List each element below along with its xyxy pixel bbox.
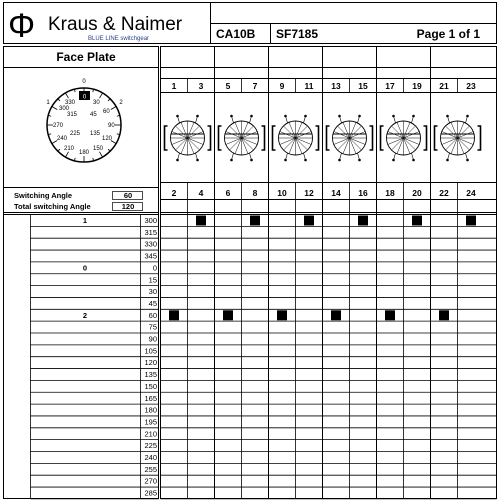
position-angle: 30 bbox=[148, 287, 157, 297]
contact-closed-mark bbox=[196, 216, 206, 226]
dial-angle-label: 270 bbox=[53, 123, 64, 129]
cam-contact-icon bbox=[381, 115, 427, 162]
dial-angle-label: 180 bbox=[79, 150, 90, 156]
cam-contact-icon bbox=[435, 115, 481, 162]
contact-number-bottom: 12 bbox=[304, 188, 314, 198]
dial-angle-label: 90 bbox=[108, 123, 115, 129]
contact-number-top: 13 bbox=[331, 81, 341, 91]
position-angle: 255 bbox=[144, 464, 157, 474]
model-number: CA10B bbox=[216, 27, 256, 41]
switching-angle-value: 60 bbox=[123, 191, 133, 200]
logo-phi-icon: Φ bbox=[8, 7, 36, 45]
page-indicator: Page 1 of 1 bbox=[416, 27, 480, 41]
position-angle: 195 bbox=[144, 417, 157, 427]
dial-tick bbox=[100, 152, 103, 157]
dial-outer-label: 0 bbox=[82, 79, 86, 85]
position-angle: 120 bbox=[144, 358, 157, 368]
contact-closed-mark bbox=[304, 216, 314, 226]
position-label: 1 bbox=[82, 216, 88, 225]
contact-closed-mark bbox=[439, 310, 449, 320]
position-angle: 45 bbox=[148, 298, 157, 308]
left-panel bbox=[4, 47, 159, 499]
contact-number-bottom: 18 bbox=[385, 188, 395, 198]
dial-angle-label: 225 bbox=[70, 131, 81, 137]
position-angle: 300 bbox=[144, 216, 157, 225]
position-rows bbox=[31, 215, 497, 499]
dial-tick bbox=[108, 149, 110, 151]
position-angle: 90 bbox=[148, 334, 157, 344]
drawing-number: SF7185 bbox=[276, 27, 319, 41]
grid-lines bbox=[188, 47, 458, 499]
contact-closed-mark bbox=[466, 216, 476, 226]
header bbox=[4, 3, 497, 46]
position-marker-label: 0 bbox=[82, 94, 87, 101]
position-angle: 0 bbox=[152, 263, 157, 273]
dial-angle-label: 30 bbox=[93, 100, 100, 106]
dial-angle-label: 120 bbox=[102, 136, 113, 142]
contact-closed-mark bbox=[169, 310, 179, 320]
dial-angle-label: 315 bbox=[67, 112, 78, 118]
position-angle: 210 bbox=[144, 429, 157, 439]
contact-number-top: 19 bbox=[412, 81, 422, 91]
dial-angle-label: 135 bbox=[90, 131, 101, 137]
position-angle: 15 bbox=[148, 275, 157, 285]
contact-number-bottom: 14 bbox=[331, 188, 341, 198]
dial-angle-label: 240 bbox=[57, 136, 68, 142]
contact-number-top: 3 bbox=[198, 81, 204, 91]
dial-angle-label: 45 bbox=[90, 112, 97, 118]
contact-closed-mark bbox=[385, 310, 395, 320]
brand-name: Kraus & Naimer bbox=[48, 14, 183, 35]
contact-number-top: 15 bbox=[358, 81, 368, 91]
contact-number-bottom: 16 bbox=[358, 188, 368, 198]
contact-panel bbox=[161, 47, 497, 499]
contact-number-bottom: 20 bbox=[412, 188, 422, 198]
cam-contact-icon bbox=[165, 115, 211, 162]
contact-number-top: 9 bbox=[279, 81, 285, 91]
face-plate-dial bbox=[46, 79, 123, 162]
contact-closed-mark bbox=[412, 216, 422, 226]
contact-number-top: 21 bbox=[439, 81, 449, 91]
dial-angle-label: 330 bbox=[65, 100, 76, 106]
contact-closed-mark bbox=[223, 310, 233, 320]
position-angle: 180 bbox=[144, 405, 157, 415]
dial-tick bbox=[108, 99, 110, 101]
dial-tick bbox=[58, 149, 60, 151]
cam-contact-icon bbox=[219, 115, 265, 162]
dial-tick bbox=[100, 93, 103, 98]
position-angle: 135 bbox=[144, 370, 157, 380]
position-angle: 75 bbox=[148, 322, 157, 332]
contact-number-top: 5 bbox=[225, 81, 231, 91]
contact-number-top: 11 bbox=[304, 81, 314, 91]
position-angle: 60 bbox=[148, 310, 157, 320]
position-angle: 315 bbox=[144, 227, 157, 237]
contact-number-top: 23 bbox=[466, 81, 476, 91]
contact-closed-mark bbox=[331, 310, 341, 320]
dial-tick bbox=[66, 152, 69, 157]
contact-number-bottom: 2 bbox=[171, 188, 177, 198]
contact-closed-mark bbox=[358, 216, 368, 226]
position-label: 0 bbox=[82, 263, 88, 273]
contact-number-top: 7 bbox=[252, 81, 258, 91]
position-angle: 225 bbox=[144, 441, 157, 451]
dial-tick bbox=[66, 93, 69, 98]
position-angle: 270 bbox=[144, 476, 157, 486]
contact-number-top: 1 bbox=[171, 81, 177, 91]
contact-number-bottom: 24 bbox=[466, 188, 476, 198]
position-angle: 165 bbox=[144, 393, 157, 403]
contact-number-bottom: 4 bbox=[198, 188, 204, 198]
dial-tick bbox=[52, 107, 57, 110]
contact-closed-mark bbox=[250, 216, 260, 226]
dial-outer-label: 1 bbox=[46, 100, 50, 106]
position-angle: 240 bbox=[144, 453, 157, 462]
contact-number-bottom: 8 bbox=[252, 188, 258, 198]
dial-angle-label: 210 bbox=[64, 146, 75, 152]
contact-number-bottom: 10 bbox=[277, 188, 287, 198]
contact-number-bottom: 6 bbox=[225, 188, 231, 198]
position-angle: 330 bbox=[144, 239, 157, 249]
total-switching-angle-label: Total switching Angle bbox=[14, 202, 91, 211]
position-label: 2 bbox=[82, 310, 88, 320]
face-plate-title: Face Plate bbox=[56, 50, 116, 64]
position-angle: 345 bbox=[144, 251, 157, 261]
dial-tick bbox=[111, 107, 116, 110]
switching-angle-label: Switching Angle bbox=[14, 191, 73, 200]
contact-closed-mark bbox=[277, 310, 287, 320]
position-angle: 105 bbox=[144, 346, 157, 356]
dial-angle-label: 150 bbox=[93, 146, 104, 152]
dial-angle-label: 300 bbox=[59, 106, 70, 112]
cam-contact-icon bbox=[273, 115, 319, 162]
contact-number-top: 17 bbox=[385, 81, 395, 91]
brand-tagline: BLUE LINE switchgear bbox=[88, 36, 150, 42]
contact-number-bottom: 22 bbox=[439, 188, 449, 198]
dial-outer-label: 2 bbox=[119, 100, 123, 106]
total-switching-angle-value: 120 bbox=[121, 202, 135, 211]
dial-tick bbox=[58, 99, 60, 101]
position-angle: 285 bbox=[144, 488, 157, 498]
dial-angle-label: 60 bbox=[103, 109, 110, 115]
position-angle: 150 bbox=[144, 381, 157, 391]
cam-contact-icon bbox=[327, 115, 373, 162]
